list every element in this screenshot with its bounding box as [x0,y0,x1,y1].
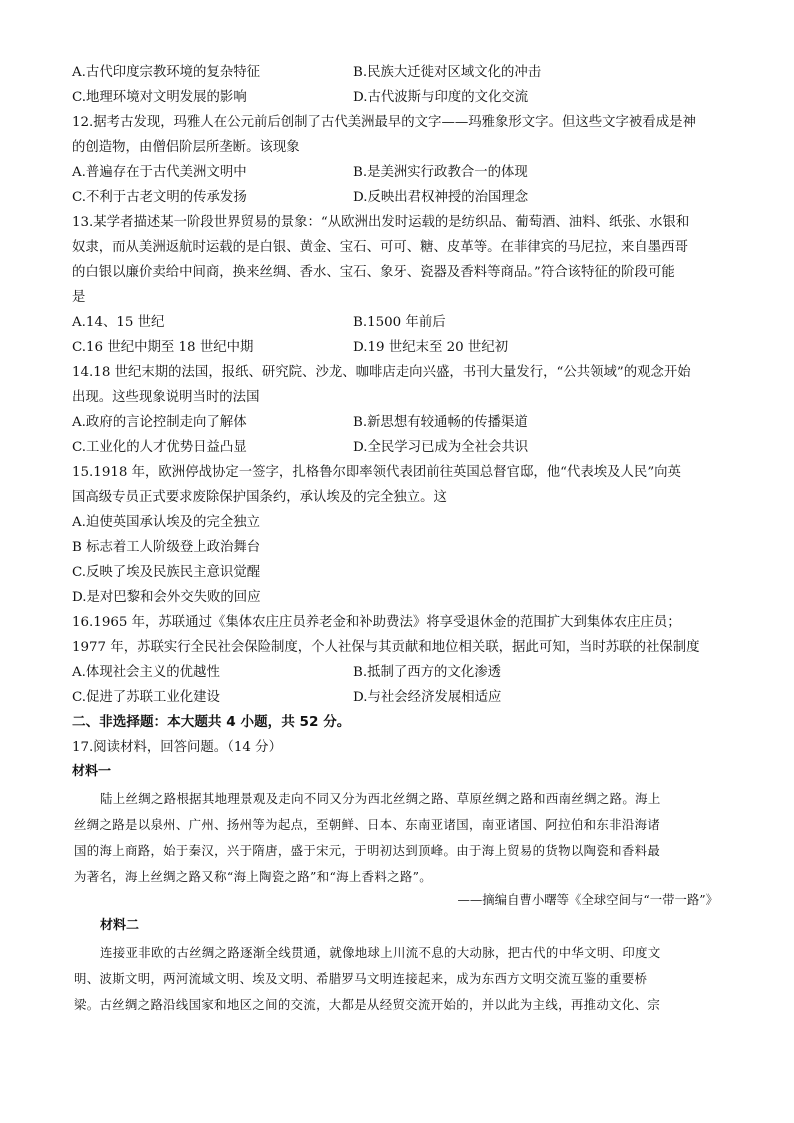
q13-stem-line-2: 奴隶，而从美洲返航时运载的是白银、黄金、宝石、可可、糖、皮革等。在菲律宾的马尼拉，来自墨西哥 [72,240,688,255]
q14-stem-line-2: 出现。这些现象说明当时的法国 [72,390,260,405]
q14-stem-line-1: 14.18 世纪末期的法国，报纸、研究院、沙龙、咖啡店走向兴盛，书刊大量发行，“公共领域”的观念开始 [72,365,691,380]
q16-stem-line-2: 1977 年，苏联实行全民社会保险制度，个人社保与其贡献和地位相关联，据此可知，当时苏联的社保制度 [72,640,700,655]
q15-option-c[interactable]: C.反映了埃及民族民主意识觉醒 [72,565,261,580]
q13-option-row-2 [72,335,722,360]
q17-stem: 17.阅读材料，回答问题。（14 分） [72,740,282,755]
q13-stem-line-1: 13.某学者描述某一阶段世界贸易的景象：“从欧洲出发时运载的是纺织品、葡萄酒、油料、纸张、水银和 [72,215,690,230]
material-1-line-4: 为著名，海上丝绸之路又称“海上陶瓷之路”和“海上香料之路”。 [74,869,432,884]
q12-option-a[interactable]: A.普遍存在于古代美洲文明中 [72,165,247,180]
q13-stem-line-3: 的白银以廉价卖给中间商，换来丝绸、香水、宝石、象牙、瓷器及香料等商品。”符合该特征的阶段可能 [72,265,675,280]
material-2-line-2: 明、波斯文明，两河流域文明、埃及文明、希腊罗马文明连接起来，成为东西方文明交流互鉴的重要桥 [74,971,648,986]
q12-option-d[interactable]: D.反映出君权神授的治国理念 [353,190,529,205]
q12-option-row-2 [72,185,722,210]
q12-option-c[interactable]: C.不利于古老文明的传承发扬 [72,190,247,205]
q13-stem-line-4: 是 [72,290,86,305]
q12-stem-line-1: 12.据考古发现，玛雅人在公元前后创制了古代美洲最早的文字——玛雅象形文字。但这些文字被看成是神 [72,115,696,130]
q16-option-row-2 [72,685,722,710]
q11-option-row-2 [72,85,722,110]
q14-option-c[interactable]: C.工业化的人才优势日益凸显 [72,440,247,455]
material-2-line-1: 连接亚非欧的古丝绸之路逐渐全线贯通，就像地球上川流不息的大动脉，把古代的中华文明、印度文 [100,945,661,960]
material-2-label: 材料二 [100,918,140,933]
q11-option-row-1 [72,60,722,85]
q16-option-row-1 [72,660,722,685]
q16-option-d[interactable]: D.与社会经济发展相适应 [353,690,502,705]
q16-option-a[interactable]: A.体现社会主义的优越性 [72,665,220,680]
q12-stem-line-2: 的创造物，由僧侣阶层所垄断。该现象 [72,140,300,155]
q11-option-c[interactable]: C.地理环境对文明发展的影响 [72,90,247,105]
q12-option-row-1 [72,160,722,185]
q16-option-b[interactable]: B.抵制了西方的文化渗透 [353,665,502,680]
q16-option-c[interactable]: C.促进了苏联工业化建设 [72,690,220,705]
q14-option-d[interactable]: D.全民学习已成为全社会共识 [353,440,529,455]
q14-option-b[interactable]: B.新思想有较通畅的传播渠道 [353,415,528,430]
q15-option-b[interactable]: B 标志着工人阶级登上政治舞台 [72,540,261,555]
material-1-line-3: 国的海上商路，始于秦汉，兴于隋唐，盛于宋元，于明初达到顶峰。由于海上贸易的货物以陶瓷和香料最 [74,843,661,858]
q14-option-row-1 [72,410,722,435]
section-heading: 二、非选择题：本大题共 4 小题，共 52 分。 [72,714,351,730]
q15-option-d[interactable]: D.是对巴黎和会外交失败的回应 [72,590,261,605]
q13-option-d[interactable]: D.19 世纪末至 20 世纪初 [353,340,509,355]
q14-option-row-2 [72,435,722,460]
q15-stem-line-2: 国高级专员正式要求废除保护国条约，承认埃及的完全独立。这 [72,490,447,505]
q11-option-a[interactable]: A.古代印度宗教环境的复杂特征 [72,65,261,80]
q11-option-b[interactable]: B.民族大迁徙对区域文化的冲击 [353,65,542,80]
q14-option-a[interactable]: A.政府的言论控制走向了解体 [72,415,247,430]
q12-option-b[interactable]: B.是美洲实行政教合一的体现 [353,165,528,180]
material-1-source: ——摘编自曹小曙等《全球空间与“一带一路”》 [457,892,718,907]
q11-option-d[interactable]: D.古代波斯与印度的文化交流 [353,90,529,105]
material-1-line-1: 陆上丝绸之路根据其地理景观及走向不同又分为西北丝绸之路、草原丝绸之路和西南丝绸之路。海上 [100,791,661,806]
q13-option-b[interactable]: B.1500 年前后 [353,315,446,330]
q13-option-c[interactable]: C.16 世纪中期至 18 世纪中期 [72,340,254,355]
material-1-line-2: 丝绸之路是以泉州、广州、扬州等为起点，至朝鲜、日本、东南亚诸国，南亚诸国、阿拉伯和东非沿海诸 [74,817,661,832]
q13-option-a[interactable]: A.14、15 世纪 [72,315,165,330]
q15-option-a[interactable]: A.迫使英国承认埃及的完全独立 [72,515,261,530]
material-1-label: 材料一 [72,764,112,779]
q15-stem-line-1: 15.1918 年，欧洲停战协定一签字，扎格鲁尔即率领代表团前往英国总督官邸，他“代表埃及人民”向英 [72,465,681,480]
q13-option-row-1 [72,310,722,335]
q16-stem-line-1: 16.1965 年，苏联通过《集体农庄庄员养老金和补助费法》将享受退休金的范围扩大到集体农庄庄员； [72,615,681,630]
material-2-line-3: 梁。古丝绸之路沿线国家和地区之间的交流，大都是从经贸交流开始的，并以此为主线，再推动文化、宗 [74,997,661,1012]
